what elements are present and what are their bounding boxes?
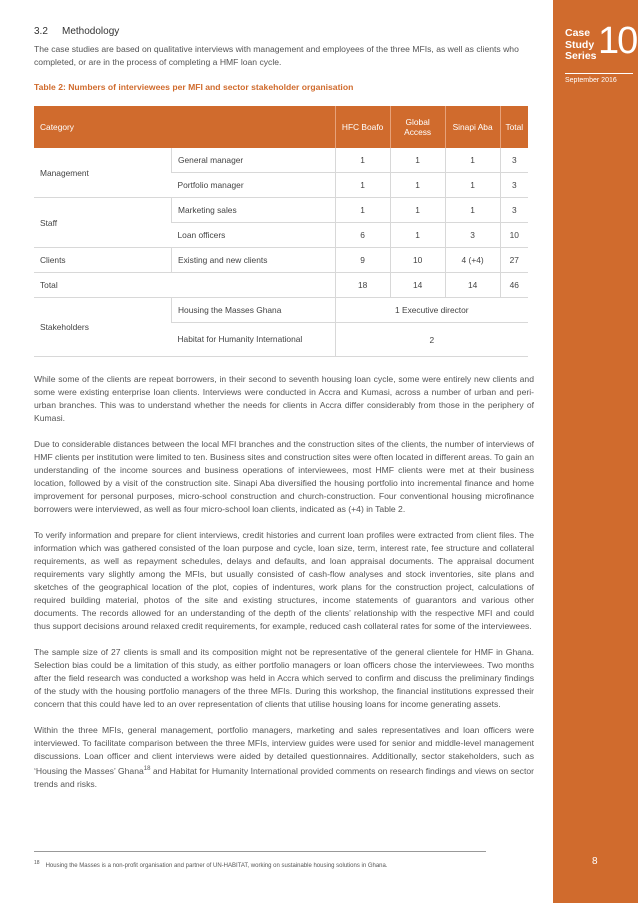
sidebar [553, 0, 638, 903]
footnote-text: Housing the Masses is a non-profit organisation and partner of UN-HABITAT, working on sustainable housing solutions in Ghana. [45, 863, 388, 869]
cell-total: 27 [500, 248, 528, 273]
table-caption: Table 2: Numbers of interviewees per MFI and sector stakeholder organisation [34, 82, 354, 92]
cell-total: 3 [500, 173, 528, 198]
header-hfc-boafo: HFC Boafo [335, 106, 390, 148]
cell-hfc: 6 [335, 223, 390, 248]
body-paragraph [34, 724, 534, 791]
cell-global: 1 [390, 223, 445, 248]
cell-hfc: 1 [335, 148, 390, 173]
series-label-line: Series [565, 50, 597, 62]
paragraph-text: and Habitat for Humanity International provided comments on research findings and views on sector trends and risks. [34, 765, 534, 789]
cell-sinapi: 1 [445, 173, 500, 198]
cell-hfc: 18 [335, 273, 390, 298]
row-category: Staff [34, 198, 172, 248]
table-row [34, 298, 528, 323]
table-header-row [34, 106, 528, 148]
row-role: General manager [172, 148, 336, 173]
section-title: Methodology [62, 26, 120, 37]
cell-hfc: 9 [335, 248, 390, 273]
section-number: 3.2 [34, 26, 48, 37]
footnote-divider [34, 851, 486, 852]
body-paragraph: Due to considerable distances between the local MFI branches and the construction sites of the clients, the number of interviews of HMF clients per institution were limited to ten. Business sites and construction sites were often located in different areas. To gain an understanding of the income sources and business operations of interviewees, most HMF clients were met at their business location, followed by a visit of the construction site. Sinapi Aba diversified the housing portfolio into incremental finance and home improvement for personal purposes, micro-school construction and church-construction. Four conventional housing microfinance borrowers were interviewed, as well as four micro-school loan clients, indicated as (+4) in Table 2. [34, 439, 534, 514]
row-role: Housing the Masses Ghana [172, 298, 336, 323]
paragraph-text: Within the three MFIs, general management, portfolio managers, marketing and sales representatives and loan officers were interviewed. To facilitate comparison between the three MFIs, interview guides were used for senior and middle-level management discussions. Loan officer and client interviews were aided by detailed questionnaires. Additionally, sector stakeholders, such as ‘Housing the Masses’ Ghana [34, 725, 534, 776]
row-category: Clients [34, 248, 172, 273]
body-paragraph: While some of the clients are repeat borrowers, in their second to seventh housing loan cycle, some were entirely new clients and some were existing enterprise loan clients. Interviews were conducted in Accra and Kumasi, across a number of urban and peri-urban branches. This was to understand whether the needs for clients in Accra differ considerably from those in the periphery of Kumasi. [34, 374, 534, 423]
interviewees-table [34, 106, 528, 357]
cell-sinapi: 4 (+4) [445, 248, 500, 273]
section-heading [34, 26, 534, 37]
cell-sinapi: 3 [445, 223, 500, 248]
intro-paragraph: The case studies are based on qualitative interviews with management and employees of the three MFIs, as well as clients who completed, or are in the process of completing a HMF loan cycle. [34, 44, 519, 67]
cell-hfc: 1 [335, 198, 390, 223]
footnote-number: 18 [34, 860, 40, 866]
footnote-reference[interactable]: 18 [143, 766, 151, 772]
cell-stakeholder-value: 2 [335, 323, 528, 357]
main-content [34, 26, 534, 804]
footnote [34, 860, 388, 869]
table-row [34, 248, 528, 273]
cell-global: 1 [390, 148, 445, 173]
cell-total: 46 [500, 273, 528, 298]
row-role: Marketing sales [172, 198, 336, 223]
cell-global: 10 [390, 248, 445, 273]
cell-sinapi: 1 [445, 148, 500, 173]
row-role: Existing and new clients [172, 248, 336, 273]
row-role: Portfolio manager [172, 173, 336, 198]
series-label-line: Study [565, 38, 595, 51]
sidebar-divider [565, 73, 633, 74]
cell-global: 1 [390, 173, 445, 198]
body-paragraph: To verify information and prepare for client interviews, credit histories and current loan profiles were extracted from client files. The information which was gathered consisted of the loan purpose and cycle, loan size, term, interest rate, fee structure and collateral requirements, as well as repayment schedules, delays and defaults, and loan appraisal documents. The appraisal document requirements vary slightly among the MFIs, but usually consisted of cash-flow analyses and stock inventories, site plans and sketches of the geographical location of the plot, copies of indentures, work plans for the construction project, calculations of required building material, photos of the site and existing structures, income statements of guarantors and various other documents. The records allowed for an understanding of the depth of the clients’ relationship with the respective MFI and could thus support decisions around relaxed credit requirements, for example, reduced cash collateral rates for some of the interviewees. [34, 530, 534, 631]
table-row [34, 148, 528, 173]
cell-total: 10 [500, 223, 528, 248]
cell-total: 3 [500, 148, 528, 173]
series-label-line: Case [565, 27, 591, 39]
cell-sinapi: 14 [445, 273, 500, 298]
header-sinapi-aba: Sinapi Aba [445, 106, 500, 148]
header-category: Category [34, 106, 335, 148]
cell-hfc: 1 [335, 173, 390, 198]
cell-stakeholder-value: 1 Executive director [335, 298, 528, 323]
cell-sinapi: 1 [445, 198, 500, 223]
cell-global: 1 [390, 198, 445, 223]
row-role: Loan officers [172, 223, 336, 248]
row-category: Management [34, 148, 172, 198]
cell-total: 3 [500, 198, 528, 223]
series-label [565, 28, 601, 63]
series-number: 10 [598, 20, 637, 62]
page-number: 8 [592, 856, 598, 867]
body-paragraph: The sample size of 27 clients is small and its composition might not be representative of the general clientele for HMF in Ghana. Selection bias could be a limitation of this study, as either portfolio managers or loan officers chose the interviewees. Two months after the field research was conducted a workshop was held in Accra which served to confirm and discuss the preliminary findings of the study with the housing portfolio managers of the three MFIs. During this workshop, the financial institutions expressed their concern that this could have led to an over representation of clients that utilise housing loans for income generating assets. [34, 647, 534, 709]
header-global-access: Global Access [390, 106, 445, 148]
row-role: Habitat for Humanity International [172, 323, 336, 357]
row-category: Total [34, 273, 335, 298]
header-total: Total [500, 106, 528, 148]
row-category: Stakeholders [34, 298, 172, 357]
table-row [34, 198, 528, 223]
table-row-total [34, 273, 528, 298]
cell-global: 14 [390, 273, 445, 298]
series-date: September 2016 [565, 77, 617, 84]
